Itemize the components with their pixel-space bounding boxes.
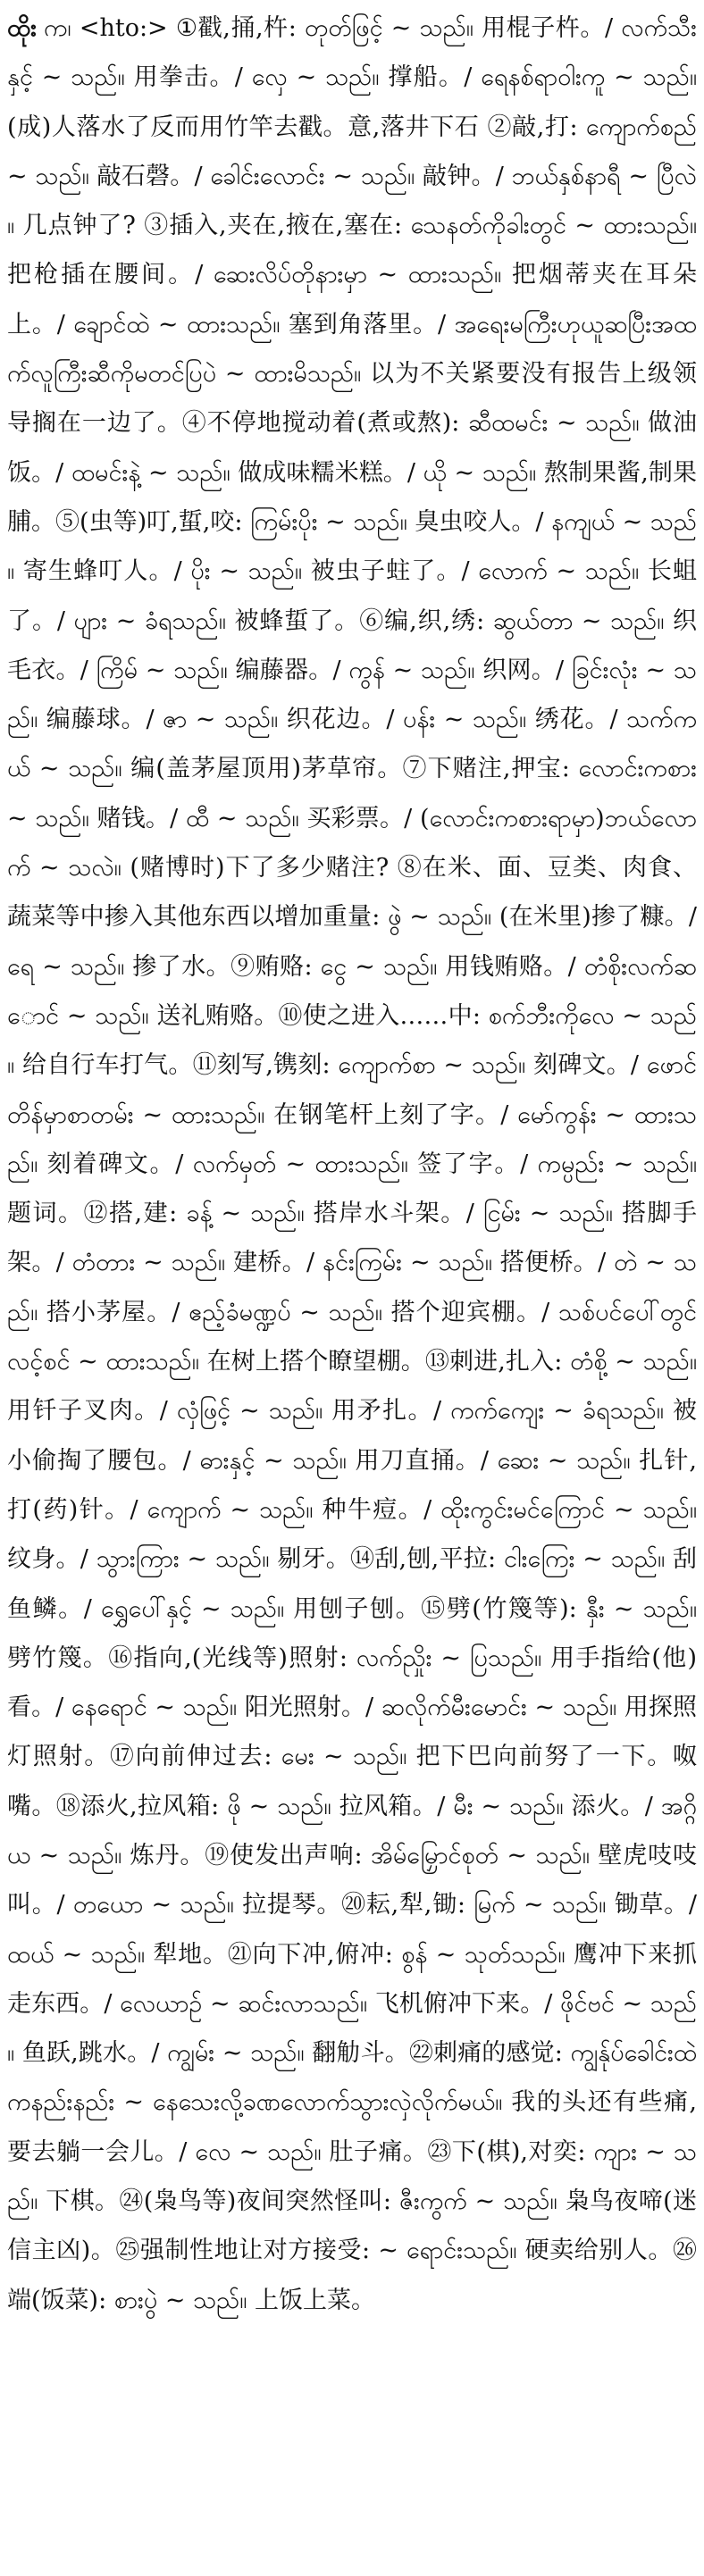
dictionary-entry	[7, 4, 697, 2325]
entry-headword: ထိုး	[7, 14, 37, 42]
entry-definitions: က၊ <hto:> ①戳,捅,杵: တုတ်ဖြင့် ~ သည်။ 用棍子杵。/ လက်သီးနှင့် ~ သည်။ 用拳击。/ လှေ ~ သည်။ 撑船。/ ရေနစ်ရာဝါးကူ ~ သည်။ (成)人落水了反而用竹竿去戳。意,落井下石 ②敲,打: ကျောက်စည် ~ သည်။ 敲石磬。/ ခေါင်းလောင်း ~ သည်။ 敲钟。/ ဘယ်နှစ်နာရီ ~ ပြီလဲ။ 几点钟了? ③插入,夹在,掖在,塞在: သေနတ်ကိုခါးတွင် ~ ထားသည်။ 把枪插在腰间。/ ဆေးလိပ်တိုနားမှာ ~ ထားသည်။ 把烟蒂夹在耳朵上。/ ချောင်ထဲ ~ ထားသည်။ 塞到角落里。/ အရေးမကြီးဟုယူဆပြီးအထက်လူကြီးဆီကိုမတင်ပြပဲ ~ ထားမိသည်။ 以为不关紧要没有报告上级领导搁在一边了。④不停地搅动着(煮或熬): ဆီထမင်း ~ သည်။ 做油饭。/ ထမင်းနဲ့ ~ သည်။ 做成味糯米糕。/ ယို ~ သည်။ 熬制果酱,制果脯。⑤(虫等)叮,蜇,咬: ကြမ်းပိုး ~ သည်။ 臭虫咬人。/ နကျယ် ~ သည်။ 寄生蜂叮人。/ ပိုး ~ သည်။ 被虫子蛀了。/ လောက် ~ သည်။ 长蛆了。/ ပျား ~ ခံရသည်။ 被蜂蜇了。⑥编,织,绣: ဆွယ်တာ ~ သည်။ 织毛衣。/ ကြိမ် ~ သည်။ 编藤器。/ ကွန် ~ သည်။ 织网。/ ခြင်းလုံး ~ သည်။ 编藤球。/ ဇာ ~ သည်။ 织花边。/ ပန်း ~ သည်။ 绣花。/ သက်ကယ် ~ သည်။ 编(盖茅屋顶用)茅草帘。⑦下赌注,押宝: လောင်းကစား ~ သည်။ 赌钱。/ ထီ ~ သည်။ 买彩票。/ (လောင်းကစားရာမှာ)ဘယ်လောက် ~ သလဲ။ (赌博时)下了多少赌注? ⑧在米、面、豆类、肉食、蔬菜等中掺入其他东西以增加重量: ဖွဲ ~ သည်။ (在米里)掺了糠。/ ရေ ~ သည်။ 掺了水。⑨贿赂: ငွေ ~ သည်။ 用钱贿赂。/ တံစိုးလက်ဆောင် ~ သည်။ 送礼贿赂。⑩使之进入……中: စက်ဘီးကိုလေ ~ သည်။ 给自行车打气。⑪刻写,镌刻: ကျောက်စာ ~ သည်။ 刻碑文。/ ဖောင်တိန်မှာစာတမ်း ~ ထားသည်။ 在钢笔杆上刻了字。/ မော်ကွန်း ~ ထားသည်။ 刻着碑文。/ လက်မှတ် ~ ထားသည်။ 签了字。/ ကမ္ပည်း ~ သည်။ 题词。⑫搭,建: ခန့် ~ သည်။ 搭岸水斗架。/ ငြမ်း ~ သည်။ 搭脚手架。/ တံတား ~ သည်။ 建桥。/ နင်းကြမ်း ~ သည်။ 搭便桥。/ တဲ ~ သည်။ 搭小茅屋。/ ဧည့်ခံမဏ္ဍပ် ~ သည်။ 搭个迎宾棚。/ သစ်ပင်ပေါ်တွင်လင့်စင် ~ ထားသည်။ 在树上搭个瞭望棚。⑬刺进,扎入: တံစို့ ~ သည်။ 用钎子叉肉。/ လှံဖြင့် ~ သည်။ 用矛扎。/ ကက်ကျေး ~ ခံရသည်။ 被小偷掏了腰包。/ ဓားနှင့် ~ သည်။ 用刀直捅。/ ဆေး ~ သည်။ 扎针,打(药)针。/ ကျောက် ~ သည်။ 种牛痘。/ ထိုးကွင်းမင်ကြောင် ~ သည်။ 纹身。/ သွားကြား ~ သည်။ 剔牙。⑭刮,刨,平拉: ငါးကြေး ~ သည်။ 刮鱼鳞。/ ရွှေပေါ်နှင့် ~ သည်။ 用刨子刨。⑮劈(竹篾等): နှီး ~ သည်။ 劈竹篾。⑯指向,(光线等)照射: လက်ညှိုး ~ ပြသည်။ 用手指给(他)看。/ နေရောင် ~ သည်။ 阳光照射。/ ဆလိုက်မီးမောင်း ~ သည်။ 用探照灯照射。⑰向前伸过去: မေး ~ သည်။ 把下巴向前努了一下。呶嘴。⑱添火,拉风箱: ဖို ~ သည်။ 拉风箱。/ မီး ~ သည်။ 添火。/ အဂ္ဂိယ ~ သည်။ 炼丹。⑲使发出声响: အိမ်မြှောင်စုတ် ~ သည်။ 壁虎吱吱叫。/ တယော ~ သည်။ 拉提琴。⑳耘,犁,锄: မြက် ~ သည်။ 锄草。/ ထယ် ~ သည်။ 犁地。㉑向下冲,俯冲: စွန် ~ သုတ်သည်။ 鹰冲下来抓走东西。/ လေယာဉ် ~ ဆင်းလာသည်။ 飞机俯冲下来。/ ဖိုင်ဗင် ~ သည်။ 鱼跃,跳水。/ ကျွမ်း ~ သည်။ 翻觔斗。㉒刺痛的感觉: ကျွန်ုပ်ခေါင်းထဲကနည်းနည်း ~ နေသေးလို့ခဏလောက်သွားလှဲလိုက်မယ်။ 我的头还有些痛,要去躺一会儿。/ လေ ~ သည်။ 肚子痛。㉓下(棋),对奕: ကျား ~ သည်။ 下棋。㉔(枭鸟等)夜间突然怪叫: ဇီးကွက် ~ သည်။ 枭鸟夜啼(迷信主凶)。㉕强制性地让对方接受: ~ ရောင်းသည်။ 硬卖给别人。㉖端(饭菜): စားပွဲ ~ သည်။ 上饭上菜。	[7, 14, 698, 2314]
